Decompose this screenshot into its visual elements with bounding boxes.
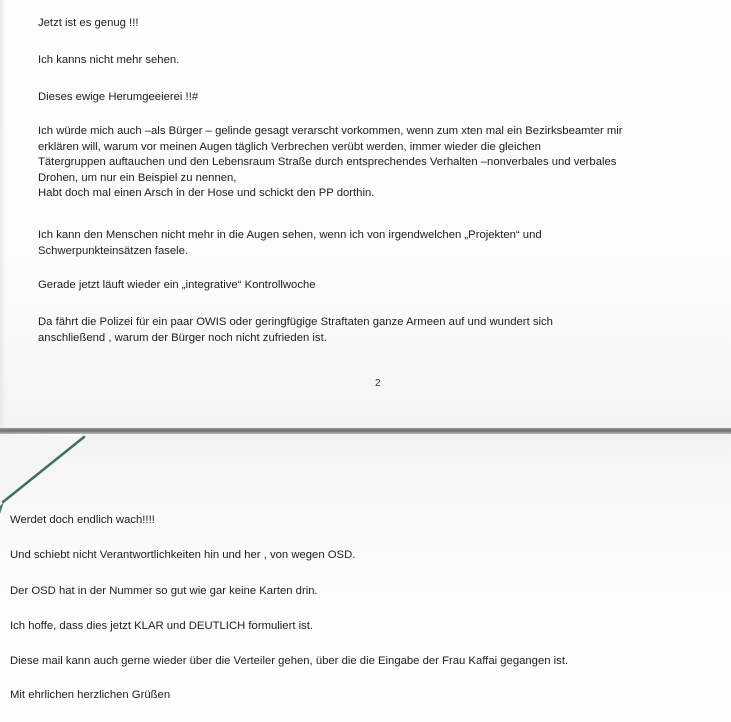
paper-edge-shadow: [0, 0, 6, 428]
paragraph-wach: Werdet doch endlich wach!!!!: [10, 514, 155, 526]
page-number: 2: [375, 378, 381, 389]
paragraph-osd-karten: Der OSD hat in der Nummer so gut wie gar keine Karten drin.: [10, 585, 318, 597]
paragraph-closing: Mit ehrlichen herzlichen Grüßen: [10, 689, 171, 701]
paragraph-buerger-complaint: Ich würde mich auch –als Bürger – gelinde gesagt verarscht vorkommen, wenn zum xten mal ein Bezirksbeamter mir erklären will, warum vor meinen Augen täglich Verbrechen verübt werden, immer wieder die gleichen Tätergruppen auftauchen und den Lebensraum Straße durch entsprechendes Verhalten –nonverbales und verbales Drohen, um nur ein Beispiel zu nennen, Habt doch mal einen Arsch in der Hose und schickt den PP dorthin.: [38, 125, 623, 199]
folded-corner: [0, 434, 90, 514]
paragraph-verteiler: Diese mail kann auch gerne wieder über die Verteiler gehen, über die die Eingabe der Frau Kaffai gegangen ist.: [10, 655, 569, 667]
paragraph-projekte: Ich kann den Menschen nicht mehr in die Augen sehen, wenn ich von irgendwelchen „Projekten“ und Schwerpunkteinsätzen fasele.: [38, 229, 542, 257]
paragraph-exclamation: Jetzt ist es genug !!!: [38, 17, 139, 29]
paragraph-osd-responsibility: Und schiebt nicht Verantwortlichkeiten hin und her , von wegen OSD.: [10, 549, 356, 561]
paragraph-polizei-armeen: Da fährt die Polizei für ein paar OWIS oder geringfügige Straftaten ganze Armeen auf und wundert sich anschließend , warum der Bürger noch nicht zufrieden ist.: [38, 316, 553, 344]
paragraph-klar-deutlich: Ich hoffe, dass dies jetzt KLAR und DEUTLICH formuliert ist.: [10, 620, 314, 632]
page-bottom: [0, 434, 731, 722]
paragraph-cant-see: Ich kanns nicht mehr sehen.: [38, 54, 180, 66]
paragraph-kontrollwoche: Gerade jetzt läuft wieder ein „integrative“ Kontrollwoche: [38, 279, 316, 291]
paragraph-herumgeeierei: Dieses ewige Herumgeeierei !!#: [38, 91, 199, 103]
